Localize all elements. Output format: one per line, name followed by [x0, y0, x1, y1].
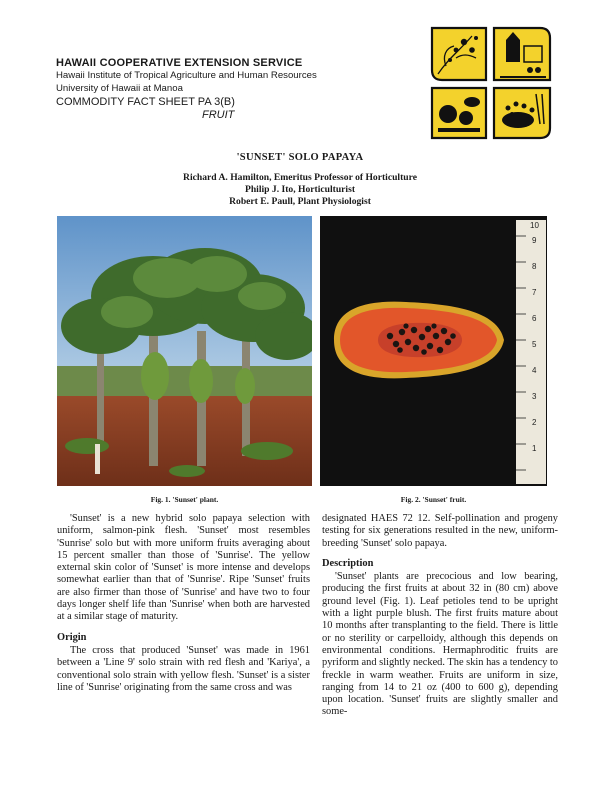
ruler-tick-label: 1 [532, 444, 537, 453]
body-column-right [322, 513, 558, 719]
ruler-tick-label: 5 [532, 340, 537, 349]
fact-sheet-id: COMMODITY FACT SHEET PA 3(B) [56, 96, 235, 108]
author-list [0, 172, 600, 208]
origin-paragraph: The cross that produced 'Sunset' was made in 1961 between a 'Line 9' solo strain with red flesh and 'Kariya', a conventional solo strain with yellow flesh. 'Sunset' is a sister line of 'Sunrise' originating from the same cross and was [57, 644, 310, 693]
sheet-category: FRUIT [202, 109, 235, 121]
publisher-name: HAWAII COOPERATIVE EXTENSION SERVICE [56, 57, 303, 69]
university-name: University of Hawaii at Manoa [56, 82, 183, 94]
ruler-tick-label: 6 [532, 314, 537, 323]
figure-1-caption: Fig. 1. 'Sunset' plant. [150, 495, 219, 504]
publisher-header [56, 56, 386, 122]
ruler-tick-label: 8 [532, 262, 537, 271]
institute-name: Hawaii Institute of Tropical Agriculture and Human Resources [56, 70, 317, 81]
papaya-fruit-photo [320, 216, 547, 486]
papaya-plant-photo [57, 216, 312, 486]
ruler-tick-label: 10 [530, 221, 539, 230]
ruler-tick-label: 3 [532, 392, 537, 401]
author-line: Robert E. Paull, Plant Physiologist [229, 196, 371, 207]
author-line: Philip J. Ito, Horticulturist [244, 184, 356, 195]
figure-2-caption: Fig. 2. 'Sunset' fruit. [400, 495, 467, 504]
description-heading: Description [322, 557, 374, 569]
description-paragraph: 'Sunset' plants are precocious and low bearing, producing the first fruits at about 32 in (80 cm) above ground level (Fig. 1). Leaf petioles tend to be upright with a light purple blush. The first fruits mature about 10 months after transplanting to the field. There is little or no sterility or carpelloidy, although this depends on environmental conditions. Hermaphroditic fruits are pyriform and slightly necked. The skin has a tendency to freckle in warm weather. Fruits are uniform in size, ranging from 14 to 21 oz (400 to 600 g), depending upon location. 'Sunset' fruits are slightly smaller and some- [322, 571, 558, 718]
ruler-tick-label: 4 [532, 366, 537, 375]
ruler-tick-label: 9 [532, 236, 537, 245]
extension-service-emblem-icon [428, 24, 554, 142]
document-title: 'SUNSET' SOLO PAPAYA [236, 152, 364, 163]
origin-paragraph-continued: designated HAES 72 12. Self-pollination and progeny testing for six generations resulted in the new, uniform-breeding 'Sunset' solo papaya. [322, 513, 558, 549]
ruler-tick-label: 2 [532, 418, 537, 427]
intro-paragraph: 'Sunset' is a new hybrid solo papaya selection with uniform, salmon-pink flesh. 'Sunset' most resembles 'Sunrise' solo but with more uniform fruits averaging about 15 percent smaller than those of 'Sunrise'. The yellow external skin color of 'Sunset' is more intense and develops somewhat earlier than that of 'Sunrise'. Ripe 'Sunset' fruits are also firmer than those of 'Sunrise' and have two to four days longer shelf life than 'Sunrise' when both are harvested at a similar stage of maturity. [57, 513, 310, 623]
body-column-left [57, 513, 310, 694]
ruler-tick-label: 7 [532, 288, 537, 297]
origin-heading: Origin [57, 631, 87, 643]
author-line: Richard A. Hamilton, Emeritus Professor of Horticulture [183, 172, 417, 183]
